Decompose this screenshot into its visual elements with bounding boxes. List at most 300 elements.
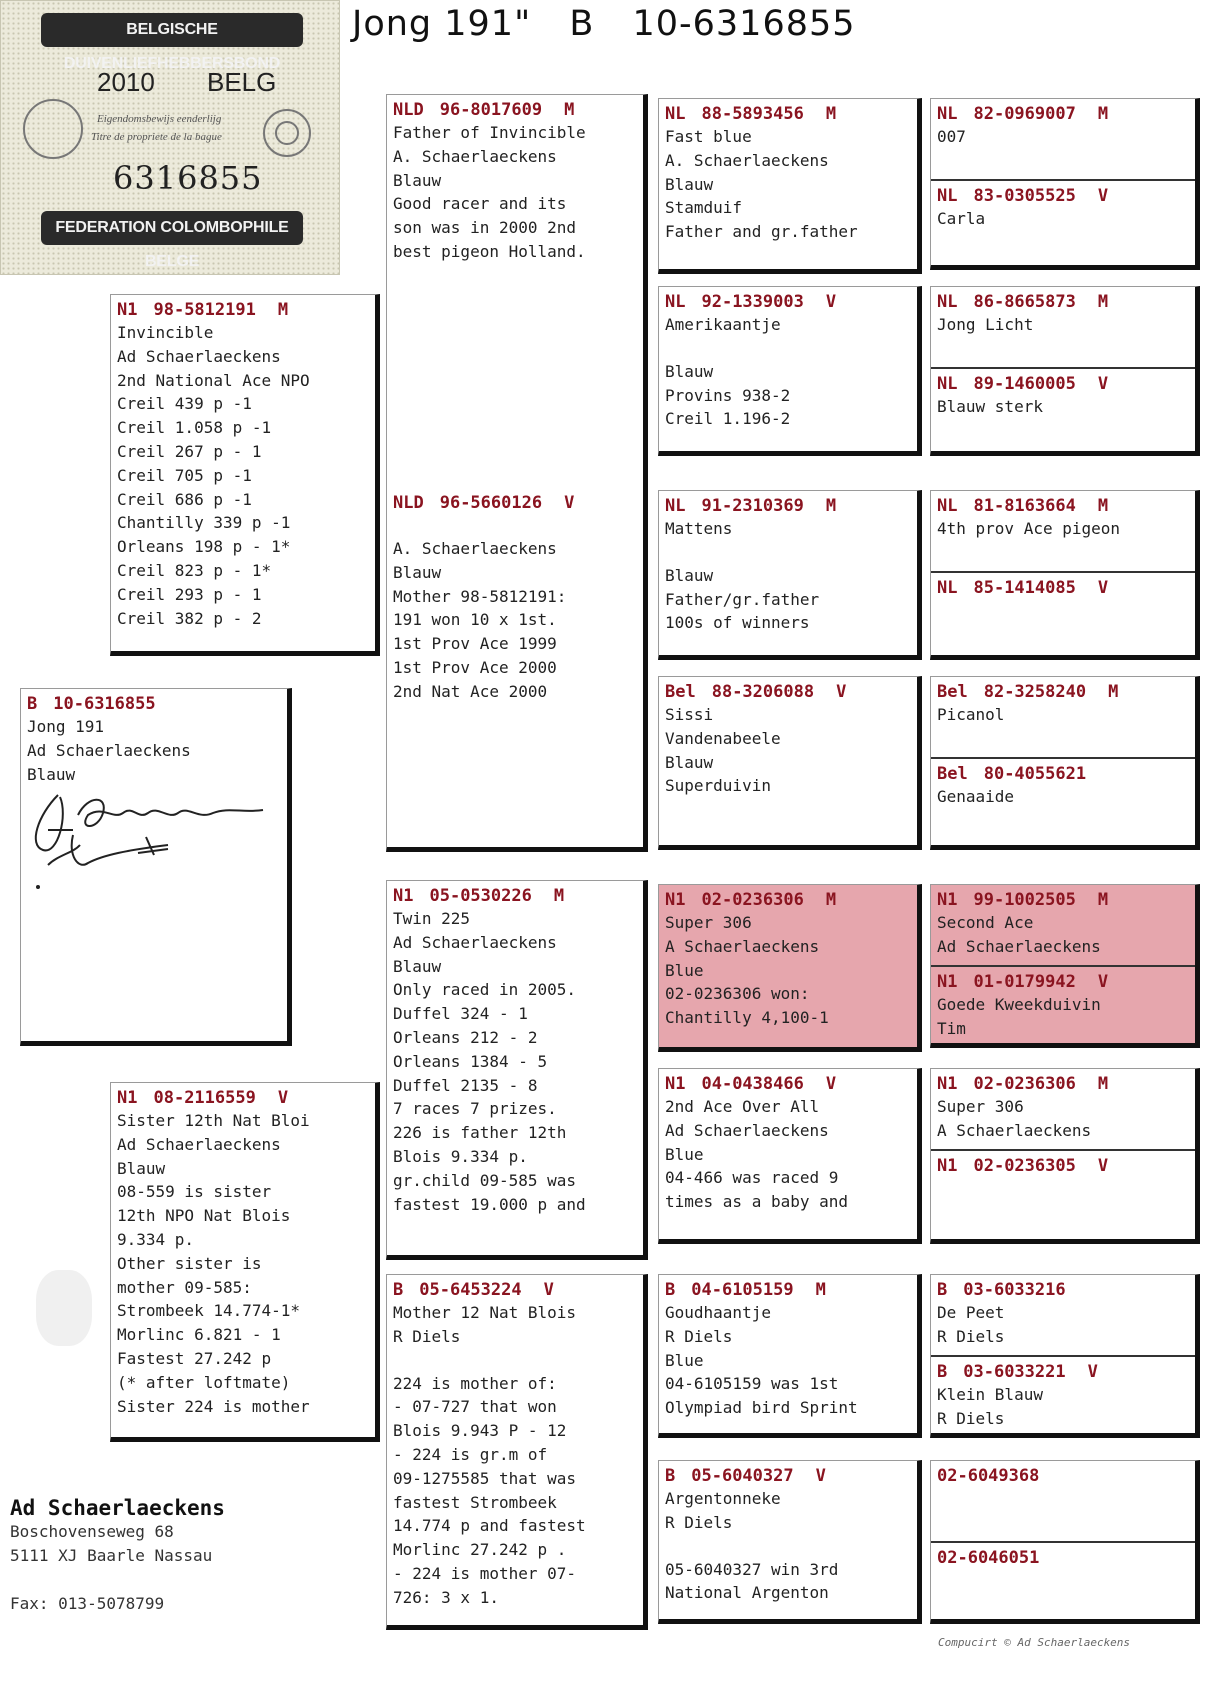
ring-country: NL <box>937 496 958 516</box>
pedigree-line: Blauw <box>393 956 442 976</box>
ring-number: 01-0179942 <box>973 972 1076 992</box>
pedigree-line: 05-6040327 win 3rd <box>665 1559 839 1579</box>
pedigree-line: A Schaerlaeckens <box>937 1120 1092 1140</box>
pedigree-section <box>931 1149 1195 1177</box>
ring-header <box>665 103 911 125</box>
gen4-box-3 <box>930 490 1200 660</box>
pedigree-line: Creil 293 p - 1 <box>117 584 262 604</box>
ring-number: 81-8163664 <box>973 496 1076 516</box>
gen4-box-7 <box>930 1274 1200 1438</box>
pedigree-line: Father and gr.father <box>665 222 858 242</box>
ring-sex: V <box>1097 374 1109 394</box>
ring-header <box>937 1073 1189 1095</box>
pedigree-line: Orleans 1384 - 5 <box>393 1051 548 1071</box>
pedigree-line: Strombeek 14.774-1* <box>117 1301 301 1321</box>
pedigree-section <box>931 491 1195 541</box>
pedigree-section <box>387 95 643 264</box>
breeder-city: 5111 XJ Baarle Nassau <box>10 1546 213 1565</box>
great-grandparent-box-7 <box>658 1274 922 1438</box>
great-grandparent-box-5 <box>658 884 922 1052</box>
ring-header <box>393 885 637 907</box>
pedigree-line: Chantilly 4,100-1 <box>665 1008 829 1028</box>
pedigree-line: De Peet <box>937 1303 1005 1322</box>
pedigree-line: Sister 12th Nat Bloi <box>117 1111 310 1130</box>
ring-number: 10-6316855 <box>53 694 156 714</box>
pedigree-section <box>387 881 643 1216</box>
pedigree-line: Blauw <box>393 562 442 582</box>
ring-sex: M <box>1097 496 1109 516</box>
ring-country: NL <box>937 292 958 312</box>
ring-number: 98-5812191 <box>153 300 256 320</box>
pedigree-line: Amerikaantje <box>665 315 781 334</box>
pedigree-line: mother 09-585: <box>117 1277 252 1297</box>
ring-number: 02-6046051 <box>937 1548 1040 1568</box>
pedigree-line: Blue <box>665 1350 704 1370</box>
pedigree-line: 2nd Nat Ace 2000 <box>393 681 548 701</box>
ring-header <box>937 763 1189 785</box>
pedigree-section <box>931 287 1195 337</box>
ring-header <box>27 693 281 715</box>
pedigree-line: Invincible <box>117 323 214 342</box>
ring-header <box>937 373 1189 395</box>
pedigree-section <box>931 571 1195 599</box>
ring-country: B <box>665 1466 676 1486</box>
pedigree-line: Argentonneke <box>665 1489 781 1508</box>
ring-number: 89-1460005 <box>973 374 1076 394</box>
ring-header <box>937 1361 1189 1383</box>
pedigree-section <box>931 1275 1195 1349</box>
pedigree-line: 4th prov Ace pigeon <box>937 519 1121 538</box>
pedigree-line: Orleans 212 - 2 <box>393 1027 538 1047</box>
pedigree-line: A Schaerlaeckens <box>665 936 820 956</box>
pedigree-line: Creil 267 p - 1 <box>117 441 262 461</box>
pedigree-line: Ad Schaerlaeckens <box>117 346 281 366</box>
pedigree-line: best pigeon Holland. <box>393 241 586 261</box>
ring-number: 02-0236306 <box>701 890 804 910</box>
grandparent-box-4 <box>386 1274 648 1630</box>
ring-header <box>937 1465 1189 1487</box>
ring-number: 02-0236305 <box>973 1156 1076 1176</box>
pedigree-line: Tim <box>937 1018 966 1038</box>
ring-country: Bel <box>665 682 696 702</box>
pedigree-line: Sissi <box>665 705 714 724</box>
pedigree-line: 224 is mother of: <box>393 1373 557 1393</box>
ring-sex: V <box>825 292 837 312</box>
pedigree-line: 191 won 10 x 1st. <box>393 610 557 630</box>
title-name: Jong 191" <box>352 4 532 44</box>
breeder-street: Boschovenseweg 68 <box>10 1522 174 1541</box>
pedigree-line: Ad Schaerlaeckens <box>27 740 191 760</box>
ring-header <box>937 291 1189 313</box>
pedigree-line: 2nd Ace Over All <box>665 1097 820 1116</box>
pedigree-section <box>931 1355 1195 1431</box>
ring-number: 88-5893456 <box>701 104 804 124</box>
pedigree-section <box>387 1275 643 1610</box>
ring-number: 80-4055621 <box>983 764 1087 784</box>
ring-country: NL <box>665 104 686 124</box>
ring-country: N1 <box>393 886 414 906</box>
ring-number: 85-1414085 <box>973 578 1076 598</box>
pedigree-line: Blue <box>665 1144 704 1164</box>
pedigree-section <box>659 677 917 798</box>
seal-icon <box>23 99 83 159</box>
pedigree-line: Picanol <box>937 705 1005 724</box>
pedigree-section <box>659 885 917 1030</box>
ring-sex: V <box>1097 578 1109 598</box>
pedigree-section <box>931 965 1195 1041</box>
pedigree-line: 12th NPO Nat Blois <box>117 1206 291 1226</box>
ring-header <box>665 681 911 703</box>
pedigree-line: Creil 686 p -1 <box>117 489 252 509</box>
ring-sex: M <box>1097 104 1109 124</box>
pedigree-line: 08-559 is sister <box>117 1182 272 1202</box>
pedigree-line: Vandenabeele <box>665 728 781 748</box>
pedigree-line: 04-6105159 was 1st <box>665 1374 839 1394</box>
ring-sex: V <box>564 493 575 513</box>
pedigree-section <box>931 1461 1195 1487</box>
pedigree-line: 226 is father 12th <box>393 1123 567 1143</box>
pedigree-section <box>931 179 1195 231</box>
ring-number: 82-0969007 <box>973 104 1076 124</box>
ring-header <box>937 577 1189 599</box>
pedigree-line: 09-1275585 that was <box>393 1468 577 1488</box>
ring-header <box>937 495 1189 517</box>
gen4-box-1 <box>930 98 1200 270</box>
ring-sex: V <box>836 682 847 702</box>
ring-sex: V <box>1097 1156 1109 1176</box>
pedigree-line: Blue <box>665 960 704 980</box>
ring-sex: M <box>1097 1074 1109 1094</box>
pedigree-line: 726: 3 x 1. <box>393 1587 499 1607</box>
ring-number: 96-8017609 <box>439 100 543 120</box>
ring-country: NLD <box>393 100 424 120</box>
ring-header <box>393 492 637 514</box>
ring-sex: V <box>1087 1362 1098 1382</box>
pedigree-line: Blauw <box>665 361 714 381</box>
ring-country: Bel <box>937 764 968 784</box>
grandparent-box-2 <box>386 488 648 852</box>
pedigree-line: R Diels <box>937 1408 1005 1428</box>
ring-header <box>665 889 911 911</box>
pedigree-section <box>659 491 917 635</box>
ring-sex: M <box>825 890 837 910</box>
ownership-stamp <box>0 0 340 275</box>
pedigree-line: Creil 382 p - 2 <box>117 608 262 628</box>
sire-box <box>110 294 380 656</box>
stamp-country: BELG <box>207 67 277 97</box>
ring-country: N1 <box>117 300 138 320</box>
stamp-line-1: Eigendomsbewijs eenderlijg <box>97 113 222 125</box>
pedigree-section <box>931 885 1195 959</box>
dam-box <box>110 1082 380 1442</box>
ring-number: 88-3206088 <box>711 682 815 702</box>
ring-country: NLD <box>393 493 424 513</box>
great-grandparent-box-4 <box>658 676 922 850</box>
pedigree-line: Twin 225 <box>393 909 471 928</box>
pedigree-line: Mother 12 Nat Blois <box>393 1303 577 1322</box>
ring-number: 82-3258240 <box>983 682 1087 702</box>
pedigree-line: 1st Prov Ace 1999 <box>393 634 557 654</box>
gen4-box-4 <box>930 676 1200 850</box>
ring-sex: V <box>543 1280 554 1300</box>
pedigree-line: Morlinc 27.242 p . <box>393 1540 567 1560</box>
ring-country: N1 <box>665 890 686 910</box>
pedigree-line: times as a baby and <box>665 1192 849 1212</box>
smudge-mark <box>36 1270 92 1346</box>
ring-header <box>665 1465 911 1487</box>
ring-number: 04-6105159 <box>691 1280 794 1300</box>
gen4-box-5 <box>930 884 1200 1048</box>
ring-sex: V <box>825 1074 837 1094</box>
pedigree-line: Blauw <box>27 764 76 784</box>
pedigree-line: gr.child 09-585 was <box>393 1170 577 1190</box>
ring-sex: M <box>1097 292 1109 312</box>
pedigree-line: R Diels <box>665 1512 733 1532</box>
ring-number: 91-2310369 <box>701 496 804 516</box>
pedigree-line: Mattens <box>665 519 733 538</box>
title-country: B <box>569 4 595 44</box>
pedigree-line: Other sister is <box>117 1253 262 1273</box>
pedigree-line: Ad Schaerlaeckens <box>393 932 557 952</box>
pedigree-line: Sister 224 is mother <box>117 1396 310 1416</box>
pedigree-line: Duffel 2135 - 8 <box>393 1075 538 1095</box>
pedigree-line: Provins 938-2 <box>665 385 791 405</box>
pedigree-line: A. Schaerlaeckens <box>393 146 557 166</box>
breeder-name: Ad Schaerlaeckens <box>10 1496 225 1520</box>
pedigree-line: Duffel 324 - 1 <box>393 1004 528 1024</box>
pedigree-line: Fastest 27.242 p <box>117 1348 272 1368</box>
ring-header <box>937 1279 1189 1301</box>
ring-header <box>937 185 1189 207</box>
ring-sex: M <box>825 104 837 124</box>
ring-number: 86-8665873 <box>973 292 1076 312</box>
pedigree-line: (* after loftmate) <box>117 1372 291 1392</box>
pedigree-line: Carla <box>937 209 986 228</box>
pedigree-line: Only raced in 2005. <box>393 980 577 1000</box>
breeder-fax: Fax: 013-5078799 <box>10 1594 165 1613</box>
pedigree-line: Creil 823 p - 1* <box>117 560 272 580</box>
ring-number: 08-2116559 <box>153 1088 256 1108</box>
pedigree-line: Father of Invincible <box>393 123 586 142</box>
pedigree-line: Blauw <box>393 170 442 190</box>
pedigree-line: fastest 19.000 p and <box>393 1194 586 1214</box>
pedigree-line: 007 <box>937 127 966 146</box>
grandparent-box-3 <box>386 880 648 1260</box>
ring-number: 99-1002505 <box>973 890 1076 910</box>
pedigree-line: Blauw sterk <box>937 397 1043 416</box>
pedigree-line: Ad Schaerlaeckens <box>665 1120 829 1140</box>
pedigree-section <box>659 287 917 431</box>
ring-country: B <box>393 1280 404 1300</box>
pedigree-line: Creil 705 p -1 <box>117 465 252 485</box>
pedigree-line: Super 306 <box>937 1097 1024 1116</box>
ring-header <box>665 1073 911 1095</box>
pedigree-line: Jong 191 <box>27 717 105 736</box>
great-grandparent-box-8 <box>658 1460 922 1624</box>
ring-sex: V <box>277 1088 289 1108</box>
pedigree-line: Blois 9.334 p. <box>393 1146 528 1166</box>
pedigree-line: Blauw <box>117 1158 166 1178</box>
pedigree-line: R Diels <box>393 1326 461 1346</box>
pedigree-section <box>659 1461 917 1605</box>
pedigree-line: Creil 1.196-2 <box>665 409 791 429</box>
ring-number: 03-6033216 <box>963 1280 1066 1300</box>
ring-country: NL <box>937 374 958 394</box>
great-grandparent-box-6 <box>658 1068 922 1244</box>
ring-header <box>937 103 1189 125</box>
gen4-box-6 <box>930 1068 1200 1244</box>
ring-country: NL <box>937 104 958 124</box>
ring-number: 04-0438466 <box>701 1074 804 1094</box>
pedigree-line: Chantilly 339 p -1 <box>117 513 291 533</box>
ring-number: 02-0236306 <box>973 1074 1076 1094</box>
ring-country: N1 <box>937 1156 958 1176</box>
pedigree-line: son was in 2000 2nd <box>393 218 577 238</box>
pedigree-line: Second Ace <box>937 913 1034 932</box>
pedigree-line: Olympiad bird Sprint <box>665 1398 858 1418</box>
ring-sex: M <box>277 300 289 320</box>
pedigree-line: Goede Kweekduivin <box>937 995 1101 1014</box>
stamp-year: 2010 <box>97 67 155 97</box>
pedigree-line: A. Schaerlaeckens <box>665 150 829 170</box>
great-grandparent-box-1 <box>658 98 922 274</box>
ring-header <box>117 1087 369 1109</box>
stamp-bottom-band: FEDERATION COLOMBOPHILE BELGE <box>41 211 303 245</box>
pedigree-line: 9.334 p. <box>117 1229 195 1249</box>
pedigree-line: Super 306 <box>665 913 752 932</box>
ring-number: 05-6040327 <box>691 1466 794 1486</box>
pedigree-section <box>21 689 287 786</box>
ring-header <box>937 1155 1189 1177</box>
pedigree-line: 7 races 7 prizes. <box>393 1099 557 1119</box>
pedigree-line: National Argenton <box>665 1583 829 1603</box>
pedigree-line: Genaaide <box>937 787 1015 806</box>
ring-number: 05-0530226 <box>429 886 532 906</box>
pedigree-section <box>931 367 1195 419</box>
ring-number: 05-6453224 <box>419 1280 522 1300</box>
ring-header <box>937 1547 1189 1569</box>
pedigree-line: 04-466 was raced 9 <box>665 1168 839 1188</box>
ring-sex: V <box>815 1466 826 1486</box>
ring-number: 03-6033221 <box>963 1362 1066 1382</box>
ring-header <box>393 99 637 121</box>
great-grandparent-box-2 <box>658 286 922 456</box>
breeder-address <box>10 1496 225 1616</box>
pedigree-section <box>387 488 643 704</box>
ring-sex: M <box>1097 890 1109 910</box>
pedigree-section <box>931 1541 1195 1569</box>
pedigree-line: R Diels <box>665 1326 733 1346</box>
ring-country: NL <box>665 496 686 516</box>
ring-header <box>937 889 1189 911</box>
pedigree-section <box>659 1069 917 1214</box>
pedigree-section <box>931 677 1195 727</box>
pedigree-line: Goudhaantje <box>665 1303 771 1322</box>
pedigree-section <box>931 1069 1195 1143</box>
pedigree-section <box>931 99 1195 149</box>
ring-header <box>665 291 911 313</box>
ring-country: B <box>27 694 38 714</box>
pedigree-line: Morlinc 6.821 - 1 <box>117 1325 281 1345</box>
pedigree-line: Blois 9.943 P - 12 <box>393 1421 567 1441</box>
ring-header <box>937 971 1189 993</box>
pedigree-line: Ad Schaerlaeckens <box>117 1134 281 1154</box>
pedigree-section <box>659 99 917 244</box>
ring-sex: M <box>1108 682 1119 702</box>
pedigree-line: 100s of winners <box>665 613 810 633</box>
pedigree-section <box>659 1275 917 1420</box>
pedigree-section <box>931 757 1195 809</box>
crown-seal-icon <box>263 109 311 157</box>
pedigree-section <box>111 295 375 630</box>
ring-country: N1 <box>937 972 958 992</box>
pedigree-line: Fast blue <box>665 127 752 146</box>
ring-sex: M <box>553 886 565 906</box>
ring-sex: M <box>825 496 837 516</box>
pedigree-line: Creil 1.058 p -1 <box>117 418 272 438</box>
ring-country: B <box>665 1280 676 1300</box>
pedigree-line: fastest Strombeek <box>393 1492 557 1512</box>
pedigree-line: 1st Prov Ace 2000 <box>393 657 557 677</box>
pedigree-line: Mother 98-5812191: <box>393 586 567 606</box>
pedigree-line: Blauw <box>665 174 714 194</box>
footer-credit: Compucirt © Ad Schaerlaeckens <box>938 1636 1131 1649</box>
ring-country: NL <box>937 578 958 598</box>
pedigree-line: - 224 is gr.m of <box>393 1444 548 1464</box>
ring-header <box>117 299 369 321</box>
pedigree-line: Blauw <box>665 752 714 772</box>
pedigree-section <box>111 1083 375 1418</box>
ring-header <box>665 495 911 517</box>
pedigree-line: - 07-727 that won <box>393 1397 557 1417</box>
pedigree-line: A. Schaerlaeckens <box>393 539 557 558</box>
ring-header <box>665 1279 911 1301</box>
ring-sex: M <box>564 100 575 120</box>
gen4-box-2 <box>930 286 1200 456</box>
pedigree-line: R Diels <box>937 1326 1005 1346</box>
ring-header <box>937 681 1189 703</box>
signature-icon <box>18 775 278 895</box>
great-grandparent-box-3 <box>658 490 922 660</box>
ring-country: N1 <box>117 1088 138 1108</box>
ring-country: N1 <box>937 1074 958 1094</box>
pedigree-line: Ad Schaerlaeckens <box>937 936 1101 956</box>
gen4-box-8 <box>930 1460 1200 1624</box>
pedigree-line: Orleans 198 p - 1* <box>117 537 291 557</box>
pedigree-line: 02-0236306 won: <box>665 984 810 1004</box>
ring-number: 96-5660126 <box>439 493 543 513</box>
pedigree-line: - 224 is mother 07- <box>393 1563 577 1583</box>
pedigree-line: Klein Blauw <box>937 1385 1043 1404</box>
ring-number: 02-6049368 <box>937 1466 1040 1486</box>
ring-sex: V <box>1097 186 1109 206</box>
pedigree-line: Father/gr.father <box>665 589 820 609</box>
pedigree-line: Good racer and its <box>393 194 567 214</box>
stamp-number: 6316855 <box>113 159 263 197</box>
title-ring: 10-6316855 <box>632 4 856 44</box>
pedigree-line: 14.774 p and fastest <box>393 1516 586 1536</box>
pedigree-line: Blauw <box>665 565 714 585</box>
ring-country: NL <box>937 186 958 206</box>
ring-sex: V <box>1097 972 1109 992</box>
ring-country: B <box>937 1280 948 1300</box>
ring-country: NL <box>665 292 686 312</box>
pedigree-line: Stamduif <box>665 198 743 218</box>
stamp-top-band: BELGISCHE DUIVENLIEFHEBBERSBOND <box>41 13 303 47</box>
ring-country: N1 <box>665 1074 686 1094</box>
ring-sex: M <box>815 1280 826 1300</box>
ring-number: 92-1339003 <box>701 292 804 312</box>
